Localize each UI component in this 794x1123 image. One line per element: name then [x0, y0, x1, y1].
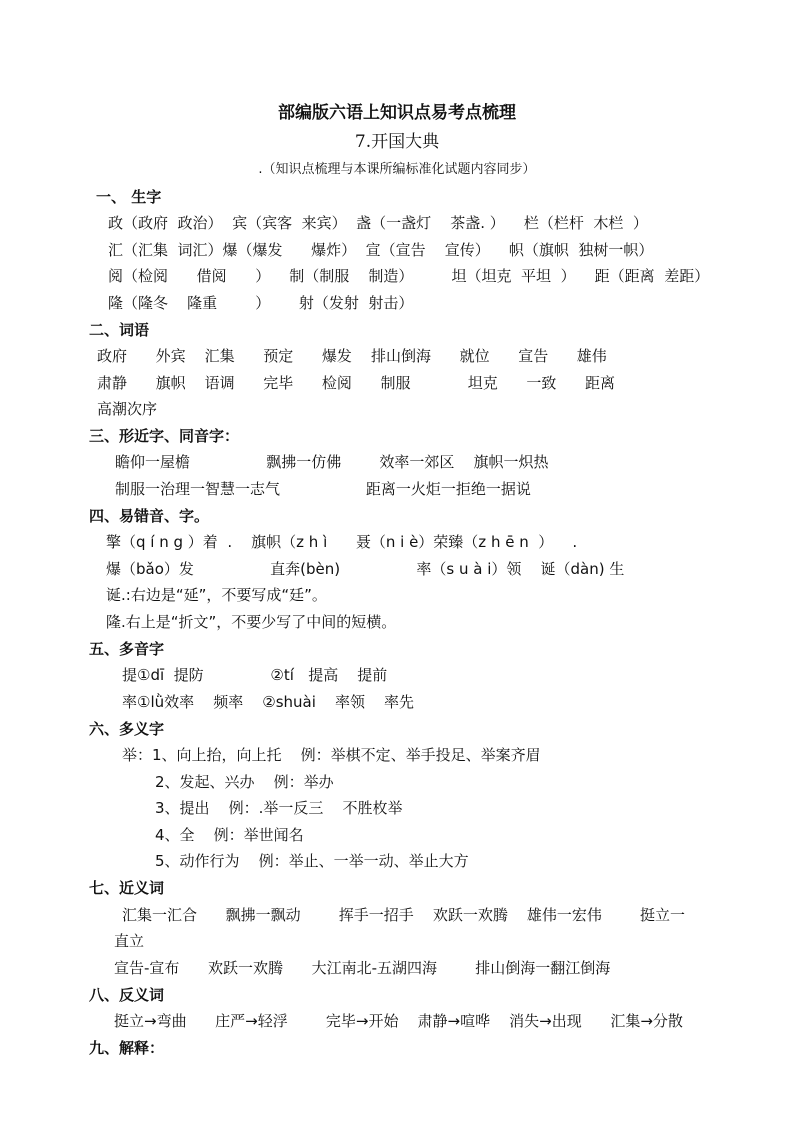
section-heading-polysemous: 六、多义字 — [89, 720, 165, 738]
section-heading-new-characters: 一、 生字 — [96, 188, 162, 206]
text-line: 率①lǜ效率 频率 ②shuài 率领 率先 — [122, 693, 415, 711]
text-line: 挺立→弯曲 庄严→轻浮 完毕→开始 肃静→喧哗 消失→出现 汇集→分散 — [114, 1012, 683, 1030]
text-line: 宣告-宣布 欢跃一欢腾 大江南北-五湖四海 排山倒海一翻江倒海 — [114, 959, 611, 977]
section-heading-similar-characters: 三、形近字、同音字： — [89, 427, 240, 445]
text-line: 汇集一汇合 飘拂一飘动 挥手一招手 欢跃一欢腾 雄伟一宏伟 挺立一 — [122, 906, 686, 924]
text-line: 举：1、向上抬，向上托 例：举棋不定、举手投足、举案齐眉 — [122, 746, 541, 764]
text-line: 瞻仰一屋檐 飘拂一仿佛 效率一郊区 旗帜一炽热 — [115, 453, 549, 471]
text-line: 汇（汇集 词汇）爆（爆发 爆炸） 宣（宣告 宣传） 帜（旗帜 独树一帜） — [108, 241, 654, 259]
text-line: 阅（检阅 借阅 ） 制（制服 制造） 坦（坦克 平坦 ） 距（距离 差距） — [108, 267, 710, 285]
text-line: 制服一治理一智慧一志气 距离一火炬一拒绝一据说 — [115, 480, 531, 498]
text-line: 提①dī 提防 ②tí 提高 提前 — [122, 666, 388, 684]
text-line: 爆（bǎo）发 直奔(bèn) 率（s u à i）领 诞（dàn) 生 — [106, 560, 625, 578]
section-heading-antonyms: 八、反义词 — [89, 986, 165, 1004]
text-line: 隆.右上是“折文”，不要少写了中间的短横。 — [106, 613, 397, 631]
sync-note: .（知识点梳理与本课所编标准化试题内容同步） — [258, 162, 536, 177]
text-line: 政（政府 政治） 宾（宾客 来宾） 盏（一盏灯 茶盏. ） 栏（栏杆 木栏 ） — [108, 214, 648, 232]
section-heading-error-prone: 四、易错音、字。 — [89, 507, 210, 525]
text-line: 5、动作行为 例：举止、一举一动、举止大方 — [155, 852, 469, 870]
text-line: 政府 外宾 汇集 预定 爆发 排山倒海 就位 宣告 雄伟 — [97, 347, 607, 365]
text-line: 肃静 旗帜 语调 完毕 检阅 制服 坦克 一致 距离 — [97, 374, 615, 392]
text-line: 4、全 例：举世闻名 — [155, 826, 304, 844]
section-heading-explanation: 九、解释： — [89, 1039, 165, 1057]
text-line: 3、提出 例：.举一反三 不胜枚举 — [155, 799, 403, 817]
section-heading-polyphones: 五、多音字 — [89, 640, 165, 658]
section-heading-synonyms: 七、近义词 — [89, 879, 165, 897]
section-heading-words: 二、词语 — [89, 321, 150, 339]
lesson-title: 7.开国大典 — [354, 132, 440, 152]
text-line: 诞.:右边是“延”，不要写成“廷”。 — [106, 586, 327, 604]
text-line: 2、发起、兴办 例：举办 — [155, 773, 334, 791]
text-line: 直立 — [114, 932, 145, 950]
text-line: 高潮次序 — [97, 400, 158, 418]
document-title: 部编版六语上知识点易考点梳理 — [278, 103, 516, 123]
text-line: 擎（q í n g ）着 . 旗帜（z h ì 聂（n i è）荣臻（z h ē n ） . — [106, 533, 578, 551]
text-line: 隆（隆冬 隆重 ） 射（发射 射击） — [108, 294, 414, 312]
